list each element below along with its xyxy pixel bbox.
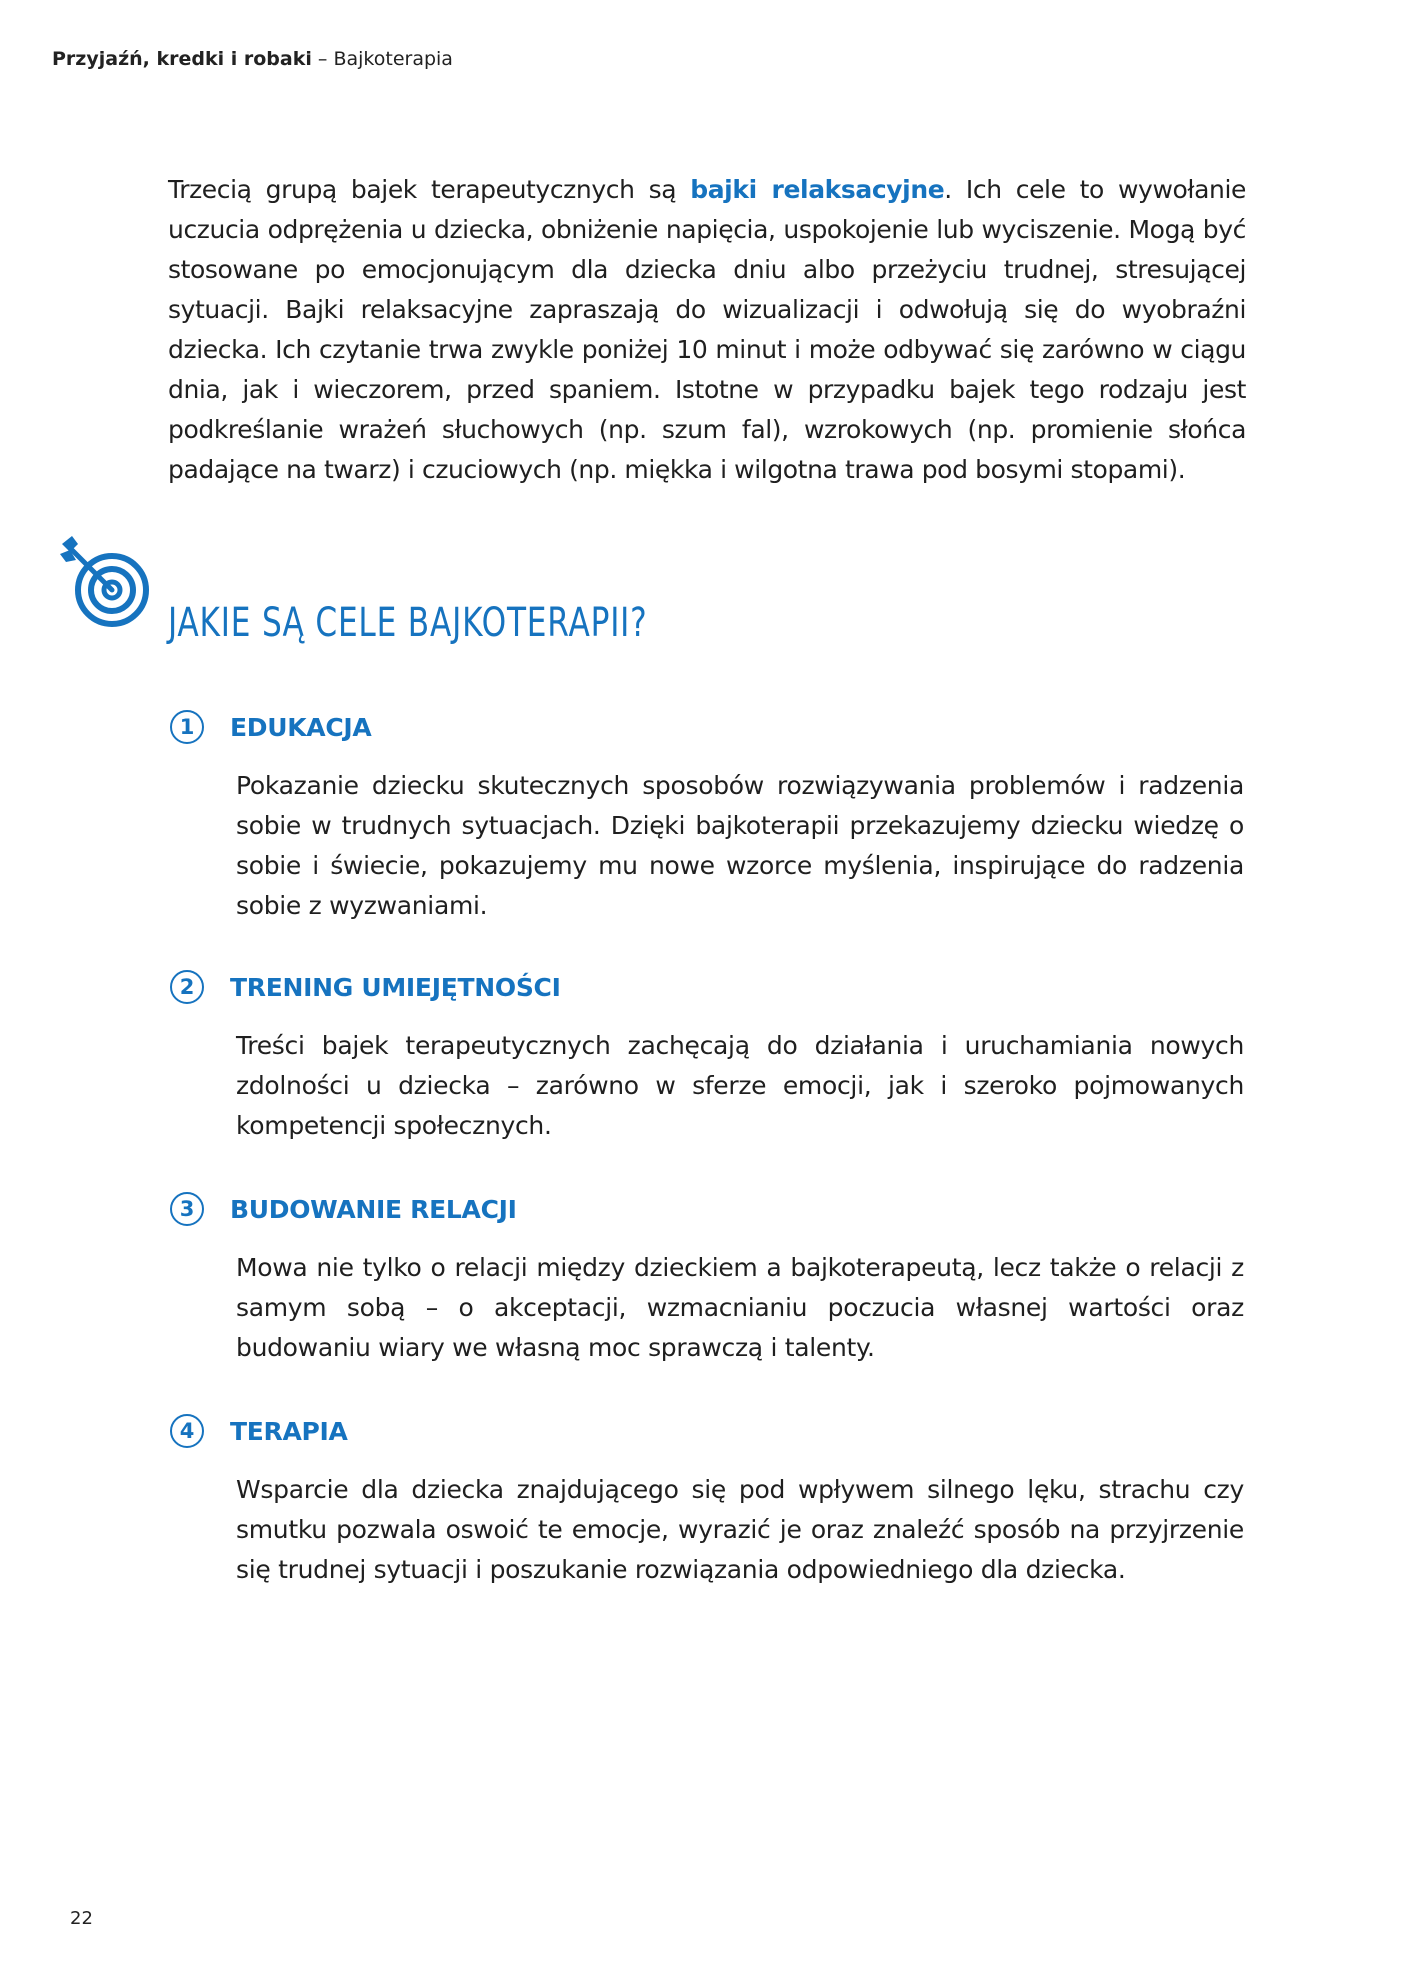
intro-text-after: . Ich cele to wywołanie uczucia odprężenia u dziecka, obniżenie napięcia, uspokojenie lub wyciszenie. Mogą być stosowane po emocjonującym dla dziecka dniu albo przeżyciu trudnej, stresującej sytuacji. Bajki relaksacyjne zapraszają do wizualizacji i odwołują się do wyobraźni dziecka. Ich czytanie trwa zwykle poniżej 10 minut i może odbywać się zarówno w ciągu dnia, jak i wieczorem, przed spaniem. Istotne w przypadku bajek tego rodzaju jest podkreślanie wrażeń słuchowych (np. szum fal), wzrokowych (np. promienie słońca padające na twarz) i czuciowych (np. miękka i wilgotna trawa pod bosymi stopami). [168, 175, 1246, 484]
page-number: 22 [70, 1908, 93, 1929]
goal-title: BUDOWANIE RELACJI [230, 1194, 517, 1224]
goal-number-badge: 4 [170, 1414, 204, 1448]
goal-number-badge: 1 [170, 710, 204, 744]
header-section: Bajkoterapia [333, 48, 453, 70]
goal-description: Treści bajek terapeutycznych zachęcają do działania i uruchamiania nowych zdolności u dziecka – zarówno w sferze emocji, jak i szeroko pojmowanych kompetencji społecznych. [236, 1031, 1244, 1140]
section-title: JAKIE SĄ CELE BAJKOTERAPII? [168, 600, 648, 646]
goal-title: TERAPIA [230, 1416, 348, 1446]
intro-paragraph [168, 170, 1246, 490]
target-arrow-icon [58, 532, 154, 628]
goal-item [170, 708, 1248, 926]
goal-title: TRENING UMIEJĘTNOŚCI [230, 972, 561, 1002]
intro-highlight: bajki relaksacyjne [690, 175, 945, 204]
intro-text-before: Trzecią grupą bajek terapeutycznych są [168, 175, 691, 204]
goal-item [170, 1190, 1248, 1368]
goal-number-badge: 2 [170, 970, 204, 1004]
goal-number-badge: 3 [170, 1192, 204, 1226]
goal-item [170, 1412, 1248, 1590]
goal-description: Wsparcie dla dziecka znajdującego się pod wpływem silnego lęku, strachu czy smutku pozwala oswoić te emocje, wyrazić je oraz znaleźć sposób na przyjrzenie się trudnej sytuacji i poszukanie rozwiązania odpowiedniego dla dziecka. [236, 1475, 1244, 1584]
goal-description: Mowa nie tylko o relacji między dzieckiem a bajkoterapeutą, lecz także o relacji z samym sobą – o akceptacji, wzmacnianiu poczucia własnej wartości oraz budowaniu wiary we własną moc sprawczą i talenty. [236, 1253, 1244, 1362]
header-separator: – [311, 48, 334, 70]
goal-description: Pokazanie dziecku skutecznych sposobów rozwiązywania problemów i radzenia sobie w trudnych sytuacjach. Dzięki bajkoterapii przekazujemy dziecku wiedzę o sobie i świecie, pokazujemy mu nowe wzorce myślenia, inspirujące do radzenia sobie z wyzwaniami. [236, 771, 1244, 920]
goal-item [170, 968, 1248, 1146]
running-header [52, 48, 453, 70]
goal-title: EDUKACJA [230, 712, 372, 742]
book-title: Przyjaźń, kredki i robaki [52, 48, 312, 70]
